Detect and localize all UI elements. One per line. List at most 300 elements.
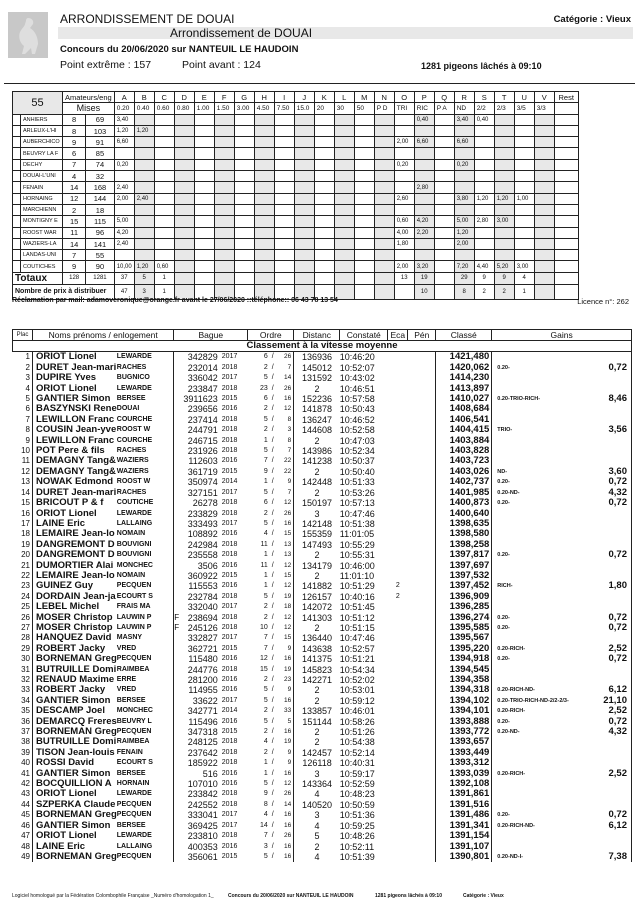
totals-cell — [354, 272, 374, 284]
order-position: 1 — [263, 571, 268, 579]
summary-cell: 0,20 — [394, 159, 414, 170]
result-row — [13, 498, 632, 508]
summary-cell: 3,00 — [514, 261, 534, 272]
summary-cell: 1,20 — [114, 125, 134, 136]
distance: 126157 — [302, 591, 333, 602]
place: 41 — [21, 768, 30, 778]
order-separator: / — [271, 676, 274, 683]
speed-rank: 1400,873 — [436, 498, 492, 508]
ring-year: 2016 — [221, 530, 238, 538]
fancier-name: NOWAK Edmond — [33, 477, 117, 487]
summary-cell — [454, 171, 474, 182]
speed-rank: 1393,888 — [436, 717, 492, 727]
speed-rank: 1396,909 — [436, 592, 492, 602]
deviation — [388, 415, 408, 425]
distance: 141375 — [302, 654, 333, 665]
gains-detail — [492, 831, 594, 841]
summary-col-letter: H — [254, 92, 274, 103]
summary-col-value: RIC — [414, 103, 434, 114]
order-separator: / — [271, 540, 274, 548]
deviation — [388, 498, 408, 508]
summary-row — [13, 216, 579, 227]
gains-detail — [492, 561, 594, 571]
speed-rank: 1390,801 — [436, 852, 492, 862]
order-position: 2 — [263, 728, 268, 736]
summary-row-marker — [13, 193, 21, 204]
locality: MONCHEC — [116, 561, 153, 569]
fancier-name: RENAUD Maxime — [33, 675, 117, 685]
flag — [174, 592, 182, 602]
place: 45 — [21, 810, 30, 820]
flag — [174, 352, 182, 363]
summary-col-value: 0.40 — [134, 103, 154, 114]
result-row — [13, 373, 632, 383]
penalty — [408, 456, 436, 466]
summary-cell — [514, 204, 534, 215]
points-info — [60, 59, 289, 71]
summary-col-letter: E — [194, 92, 214, 103]
order-separator: / — [271, 707, 274, 715]
summary-row-marker — [13, 182, 21, 193]
summary-col-value: 1.50 — [214, 103, 234, 114]
summary-cell — [174, 193, 194, 204]
deviation — [388, 571, 408, 581]
summary-cell — [114, 204, 134, 215]
distance: 2 — [314, 435, 320, 446]
summary-cell — [374, 216, 394, 227]
summary-cell — [354, 250, 374, 261]
flag — [174, 498, 182, 508]
place: 11 — [21, 456, 30, 466]
gains-detail — [492, 842, 594, 852]
distance: 131592 — [302, 373, 333, 384]
order-separator: / — [271, 832, 274, 840]
place: 48 — [21, 841, 30, 851]
order-total: 15 — [278, 571, 294, 581]
clock-time: 10:52:07 — [339, 362, 375, 373]
ring-number: 233842 — [187, 789, 218, 800]
summary-cell — [274, 182, 294, 193]
summary-col-letter: A — [114, 92, 134, 103]
ring-year: 2018 — [221, 551, 238, 559]
footer-software: Logiciel homologué par la Fédération Colombophile Française _Numéro d'homologation 1_ — [12, 893, 214, 899]
order-total: 12 — [278, 779, 294, 789]
summary-cell — [254, 125, 274, 136]
clock-time: 10:40:16 — [339, 591, 375, 602]
summary-cell — [374, 125, 394, 136]
flag — [174, 810, 182, 820]
col-bague: Bague — [174, 330, 248, 341]
order-total: 16 — [278, 769, 294, 779]
gains-amount: 3,56 — [594, 425, 632, 435]
summary-cell — [354, 238, 374, 249]
clock-time: 10:51:38 — [339, 518, 375, 529]
penalty — [408, 581, 436, 591]
summary-cell — [194, 193, 214, 204]
fancier-name: DURET Jean-mari — [33, 488, 117, 498]
deviation — [388, 550, 408, 560]
distance: 2 — [314, 841, 320, 852]
speed-rank: 1391,341 — [436, 821, 492, 831]
summary-table — [12, 91, 579, 300]
order-separator: / — [271, 665, 274, 673]
summary-cell — [534, 204, 554, 215]
deviation — [388, 384, 408, 394]
summary-cell — [174, 204, 194, 215]
fancier-name: BORNEMAN Greg — [33, 852, 117, 862]
deviation — [388, 394, 408, 404]
summary-cell — [434, 182, 454, 193]
fancier-name: LAINE Eric — [33, 519, 117, 529]
clock-time: 10:58:26 — [339, 716, 375, 727]
order-total: 26 — [278, 789, 294, 799]
flag — [174, 373, 182, 383]
flag — [174, 540, 182, 550]
penalty — [408, 602, 436, 612]
gains-amount: 0,72 — [594, 363, 632, 373]
summary-cell — [394, 114, 414, 125]
summary-cell — [334, 227, 354, 238]
summary-cell — [474, 238, 494, 249]
ring-number: 362721 — [187, 643, 218, 654]
gains-amount — [594, 561, 632, 571]
deviation — [388, 529, 408, 539]
summary-col-letter: N — [374, 92, 394, 103]
deviation — [388, 748, 408, 758]
gains-detail — [492, 748, 594, 758]
gains-detail: 0.20-TRIO-RICH- — [497, 396, 541, 403]
flag — [174, 550, 182, 560]
fancier-name: DANGREMONT D — [33, 540, 117, 550]
summary-totals-row — [13, 272, 579, 284]
locality: ROOST W — [116, 426, 151, 434]
order-separator: / — [271, 748, 274, 756]
ring-number: 342771 — [187, 706, 218, 717]
place: 19 — [21, 539, 30, 549]
summary-cell — [474, 250, 494, 261]
summary-cell — [494, 182, 514, 193]
summary-cell — [414, 125, 434, 136]
order-position: 6 — [263, 499, 268, 507]
ring-year: 2018 — [221, 748, 238, 756]
place: 7 — [25, 414, 30, 424]
summary-cell — [334, 171, 354, 182]
club-engaged: 90 — [86, 261, 114, 272]
gains-detail: 0.20- — [497, 656, 510, 663]
order-position: 1 — [263, 436, 268, 444]
totals-cell: 37 — [114, 272, 134, 284]
summary-cell — [354, 227, 374, 238]
order-position: 5 — [263, 592, 268, 600]
prizes-cell: 2 — [474, 284, 494, 299]
locality: LAUWIN P — [116, 613, 152, 621]
ring-year: 2015 — [221, 571, 238, 579]
summary-col-letter: P — [414, 92, 434, 103]
totals-cell: 9 — [494, 272, 514, 284]
summary-row — [13, 148, 579, 159]
order-position: 7 — [263, 832, 268, 840]
order-position: 5 — [263, 415, 268, 423]
fancier-name: DEMARCQ Freres — [33, 717, 117, 727]
gains-detail — [492, 592, 594, 602]
club-amateurs: 8 — [63, 125, 86, 136]
mises-label: Mises — [63, 103, 115, 114]
col-constate: Constaté — [340, 330, 388, 341]
summary-row — [13, 250, 579, 261]
speed-rank: 1394,101 — [436, 706, 492, 716]
gains-detail — [492, 404, 594, 414]
flag — [174, 644, 182, 654]
speed-rank: 1391,154 — [436, 831, 492, 841]
place: 6 — [25, 404, 30, 414]
summary-cell — [314, 125, 334, 136]
order-separator: / — [271, 467, 274, 475]
gains-amount — [594, 831, 632, 841]
order-separator: / — [271, 374, 274, 382]
summary-cell — [274, 148, 294, 159]
flag — [174, 477, 182, 487]
summary-cell — [514, 159, 534, 170]
gains-detail — [492, 571, 594, 581]
summary-cell — [534, 182, 554, 193]
ring-number: 33622 — [192, 695, 218, 706]
distance: 134179 — [302, 560, 333, 571]
summary-cell — [454, 125, 474, 136]
fancier-name: BUTRUILLE Domi — [33, 737, 117, 747]
clock-time: 10:52:58 — [339, 425, 375, 436]
summary-cell — [314, 216, 334, 227]
distance: 2 — [314, 727, 320, 738]
summary-cell — [314, 250, 334, 261]
summary-cell — [174, 114, 194, 125]
summary-cell — [354, 159, 374, 170]
order-separator: / — [271, 780, 274, 788]
summary-row — [13, 137, 579, 148]
deviation — [388, 509, 408, 519]
summary-cell — [234, 137, 254, 148]
order-separator: / — [271, 728, 274, 736]
summary-cell — [434, 227, 454, 238]
summary-cell — [154, 216, 174, 227]
summary-cell — [354, 182, 374, 193]
clock-time: 10:50:37 — [339, 456, 375, 467]
summary-cell — [494, 227, 514, 238]
summary-col-letter: O — [394, 92, 414, 103]
place: 14 — [21, 487, 30, 497]
clock-time: 10:46:20 — [339, 352, 375, 363]
place: 13 — [21, 477, 30, 487]
clock-time: 10:52:59 — [339, 779, 375, 790]
summary-cell — [274, 171, 294, 182]
order-separator: / — [271, 395, 274, 403]
summary-cell: 1,00 — [514, 193, 534, 204]
summary-row-marker — [13, 261, 21, 272]
locality: PECQUEN — [116, 655, 152, 663]
summary-cell — [434, 193, 454, 204]
fancier-name: LEWILLON Franc — [33, 415, 117, 425]
ring-year: 2017 — [221, 603, 238, 611]
deviation — [388, 363, 408, 373]
order-position: 5 — [263, 374, 268, 382]
ring-year: 2018 — [221, 384, 238, 392]
totals-engaged: 1281 — [86, 272, 114, 284]
ring-year: 2016 — [221, 780, 238, 788]
place: 23 — [21, 581, 30, 591]
speed-rank: 1394,545 — [436, 665, 492, 675]
order-separator: / — [271, 717, 274, 725]
summary-col-letter: K — [314, 92, 334, 103]
summary-col-value: 0.60 — [154, 103, 174, 114]
ring-year: 2018 — [221, 540, 238, 548]
club-amateurs: 6 — [63, 148, 86, 159]
summary-cell: 7,20 — [454, 261, 474, 272]
order-separator: / — [271, 384, 274, 392]
fancier-name: DANGREMONT D — [33, 550, 117, 560]
ring-number: 3911623 — [183, 394, 218, 405]
order-total: 16 — [278, 821, 294, 831]
summary-cell — [414, 250, 434, 261]
order-position: 5 — [263, 686, 268, 694]
gains-amount — [594, 665, 632, 675]
summary-cell — [554, 250, 578, 261]
penalty — [408, 529, 436, 539]
place: 34 — [21, 695, 30, 705]
place: 40 — [21, 758, 30, 768]
summary-col-letter: C — [154, 92, 174, 103]
order-separator: / — [271, 519, 274, 527]
order-position: 4 — [263, 811, 268, 819]
totals-cell — [194, 272, 214, 284]
clock-time: 11:01:10 — [339, 570, 375, 581]
summary-cell — [334, 261, 354, 272]
clock-time: 10:52:57 — [339, 643, 375, 654]
ring-year: 2018 — [221, 509, 238, 517]
gains-detail — [492, 540, 594, 550]
deviation — [388, 758, 408, 768]
locality: ECOURT S — [116, 759, 153, 767]
speed-rank: 1395,220 — [436, 644, 492, 654]
summary-row — [13, 159, 579, 170]
summary-cell — [474, 171, 494, 182]
summary-cell — [274, 227, 294, 238]
gains-amount — [594, 509, 632, 519]
gains-amount — [594, 779, 632, 789]
locality: LEWARDE — [116, 832, 152, 840]
deviation — [388, 352, 408, 363]
ring-number: 107010 — [187, 779, 218, 790]
summary-cell — [434, 137, 454, 148]
clock-time: 10:48:26 — [339, 831, 375, 842]
gains-detail — [492, 509, 594, 519]
flag — [174, 821, 182, 831]
penalty — [408, 685, 436, 695]
summary-cell — [374, 250, 394, 261]
order-total: 19 — [278, 592, 294, 602]
order-position: 1 — [263, 478, 268, 486]
ring-number: 115496 — [188, 716, 218, 727]
summary-cell — [294, 171, 314, 182]
summary-cell — [254, 171, 274, 182]
summary-cell: 3,40 — [454, 114, 474, 125]
club-amateurs: 8 — [63, 114, 86, 125]
ring-number: 115553 — [188, 581, 218, 592]
summary-cell — [254, 182, 274, 193]
summary-cell — [474, 137, 494, 148]
totals-amateurs: 128 — [63, 272, 86, 284]
order-separator: / — [271, 363, 274, 371]
summary-cell — [514, 137, 534, 148]
order-total: 26 — [278, 384, 294, 394]
club-name: MARCHIENN — [21, 204, 63, 215]
summary-cell — [434, 114, 454, 125]
fancier-name: DURET Jean-mari — [33, 363, 117, 373]
ring-number: 233829 — [187, 508, 218, 519]
summary-cell — [454, 148, 474, 159]
deviation — [388, 446, 408, 456]
clock-time: 10:51:33 — [339, 477, 375, 488]
summary-cell: 4,20 — [114, 227, 134, 238]
distance: 4 — [314, 789, 320, 800]
place: 32 — [21, 675, 30, 684]
summary-row — [13, 193, 579, 204]
ring-number: 516 — [202, 768, 218, 779]
club-amateurs: 9 — [63, 137, 86, 148]
flag — [174, 706, 182, 716]
ring-year: 2018 — [221, 499, 238, 507]
order-separator: / — [271, 790, 274, 798]
order-position: 12 — [259, 655, 268, 663]
flag — [174, 363, 182, 373]
club-amateurs: 2 — [63, 204, 86, 215]
clock-time: 10:50:59 — [339, 799, 375, 810]
summary-col-letter: L — [334, 92, 354, 103]
gains-amount: 0,72 — [594, 498, 632, 508]
order-total: 9 — [278, 477, 294, 487]
summary-cell — [214, 250, 234, 261]
place: 5 — [25, 394, 30, 404]
order-position: 5 — [263, 780, 268, 788]
locality: COUTICHE — [116, 499, 154, 507]
summary-row — [13, 125, 579, 136]
summary-cell: 4,40 — [474, 261, 494, 272]
summary-cell — [154, 114, 174, 125]
totals-cell — [274, 272, 294, 284]
place: 25 — [21, 602, 30, 612]
summary-cell — [214, 261, 234, 272]
penalty — [408, 571, 436, 581]
clock-time: 10:51:21 — [339, 654, 375, 665]
summary-cell — [154, 227, 174, 238]
prizes-cell — [554, 284, 578, 299]
ring-number: 232014 — [187, 362, 218, 373]
results-subtitle-row — [13, 341, 632, 352]
order-separator: / — [271, 478, 274, 486]
summary-row-marker — [13, 125, 21, 136]
prizes-cell: 10 — [414, 284, 434, 299]
order-total: 8 — [278, 415, 294, 425]
result-row — [13, 592, 632, 602]
place: 21 — [21, 560, 30, 570]
speed-rank: 1397,452 — [436, 581, 492, 591]
deviation — [388, 821, 408, 831]
flag — [174, 581, 182, 591]
org-title: ARRONDISSEMENT DE DOUAI — [60, 12, 235, 26]
flag — [174, 737, 182, 747]
summary-cell — [234, 216, 254, 227]
distance: 126118 — [302, 758, 332, 769]
summary-row — [13, 261, 579, 272]
summary-cell — [214, 182, 234, 193]
